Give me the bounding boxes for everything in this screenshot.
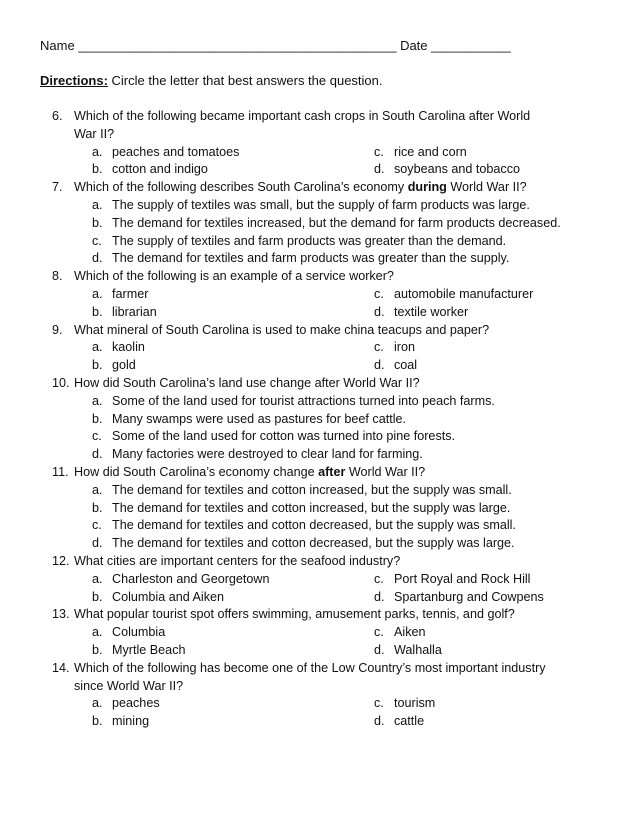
question-7 (52, 179, 632, 268)
option-a[interactable]: a. peaches and tomatoes (92, 144, 240, 159)
option-b[interactable]: b. The demand for textiles increased, but the demand for farm products decreased. (92, 215, 561, 230)
date-blank: ___________ (431, 38, 511, 53)
option-a[interactable]: a. kaolin (92, 340, 145, 355)
option-c[interactable]: c. iron (374, 340, 415, 355)
header-line (40, 38, 511, 53)
directions (40, 73, 383, 88)
option-c[interactable]: c. rice and corn (374, 144, 467, 159)
option-b[interactable]: b. Myrtle Beach (92, 642, 186, 657)
option-d[interactable]: d. Many factories were destroyed to clear land for farming. (92, 447, 423, 462)
option-d[interactable]: d. textile worker (374, 304, 469, 319)
question-12 (52, 553, 632, 606)
option-d[interactable]: d. soybeans and tobacco (374, 162, 521, 177)
question-number: 9. (52, 322, 63, 337)
question-text: Which of the following describes South Carolina’s economy during World War II? (74, 180, 527, 195)
question-text: Which of the following is an example of a service worker? (74, 269, 394, 284)
question-11 (52, 464, 632, 553)
option-c[interactable]: c. Aiken (374, 625, 426, 640)
option-c[interactable]: c. The supply of textiles and farm products was greater than the demand. (92, 233, 507, 248)
date-label: Date (400, 38, 428, 53)
question-number: 8. (52, 269, 63, 284)
question-number: 7. (52, 180, 63, 195)
question-number: 6. (52, 109, 63, 123)
question-list (52, 108, 632, 731)
option-d[interactable]: d. Walhalla (374, 642, 442, 657)
option-a[interactable]: a. farmer (92, 286, 149, 301)
option-c[interactable]: c. Some of the land used for cotton was turned into pine forests. (92, 429, 456, 444)
question-text: What mineral of South Carolina is used to make china teacups and paper? (74, 322, 490, 337)
question-text: Which of the following has become one of the Low Country’s most important industry (74, 660, 546, 675)
question-number: 13. (52, 607, 70, 622)
question-text: Which of the following became important cash crops in South Carolina after World (74, 109, 531, 123)
question-text: How did South Carolina’s economy change after World War II? (74, 464, 426, 479)
question-text: What cities are important centers for the seafood industry? (74, 553, 401, 568)
question-number: 14. (52, 660, 70, 675)
name-blank: ____________________________________________ (78, 38, 397, 53)
question-number: 11. (52, 464, 69, 479)
option-c[interactable]: c. The demand for textiles and cotton decreased, but the supply was small. (92, 518, 516, 533)
question-number: 10. (52, 375, 70, 390)
option-a[interactable]: a. peaches (92, 696, 160, 711)
question-text: What popular tourist spot offers swimming, amusement parks, tennis, and golf? (74, 607, 515, 622)
option-b[interactable]: b. gold (92, 358, 136, 373)
option-d[interactable]: d. The demand for textiles and cotton decreased, but the supply was large. (92, 536, 515, 551)
option-b[interactable]: b. Columbia and Aiken (92, 589, 225, 604)
option-d[interactable]: d. cattle (374, 714, 425, 729)
question-8 (52, 268, 632, 321)
option-b[interactable]: b. Many swamps were used as pastures for beef cattle. (92, 411, 406, 426)
directions-label: Directions: (40, 73, 108, 88)
option-a[interactable]: a. Some of the land used for tourist attractions turned into peach farms. (92, 393, 495, 408)
option-d[interactable]: d. Spartanburg and Cowpens (374, 589, 544, 604)
question-6 (52, 108, 632, 179)
option-c[interactable]: c. Port Royal and Rock Hill (374, 571, 531, 586)
name-label: Name (40, 38, 75, 53)
option-b[interactable]: b. mining (92, 714, 150, 729)
question-9 (52, 322, 632, 375)
option-a[interactable]: a. Columbia (92, 625, 166, 640)
option-a[interactable]: a. The demand for textiles and cotton increased, but the supply was small. (92, 482, 512, 497)
option-c[interactable]: c. tourism (374, 696, 436, 711)
option-c[interactable]: c. automobile manufacturer (374, 286, 534, 301)
question-14 (52, 660, 632, 731)
option-a[interactable]: a. The supply of textiles was small, but the supply of farm products was large. (92, 197, 530, 212)
question-text-cont: since World War II? (74, 678, 184, 693)
option-b[interactable]: b. librarian (92, 304, 157, 319)
question-10 (52, 375, 632, 464)
option-b[interactable]: b. The demand for textiles and cotton increased, but the supply was large. (92, 500, 511, 515)
option-d[interactable]: d. coal (374, 358, 418, 373)
question-text: How did South Carolina’s land use change after World War II? (74, 375, 420, 390)
option-d[interactable]: d. The demand for textiles and farm products was greater than the supply. (92, 251, 510, 266)
question-text-cont: War II? (74, 126, 115, 141)
option-a[interactable]: a. Charleston and Georgetown (92, 571, 270, 586)
question-13 (52, 606, 632, 659)
option-b[interactable]: b. cotton and indigo (92, 162, 208, 177)
directions-text: Circle the letter that best answers the question. (111, 73, 383, 88)
question-number: 12. (52, 553, 70, 568)
